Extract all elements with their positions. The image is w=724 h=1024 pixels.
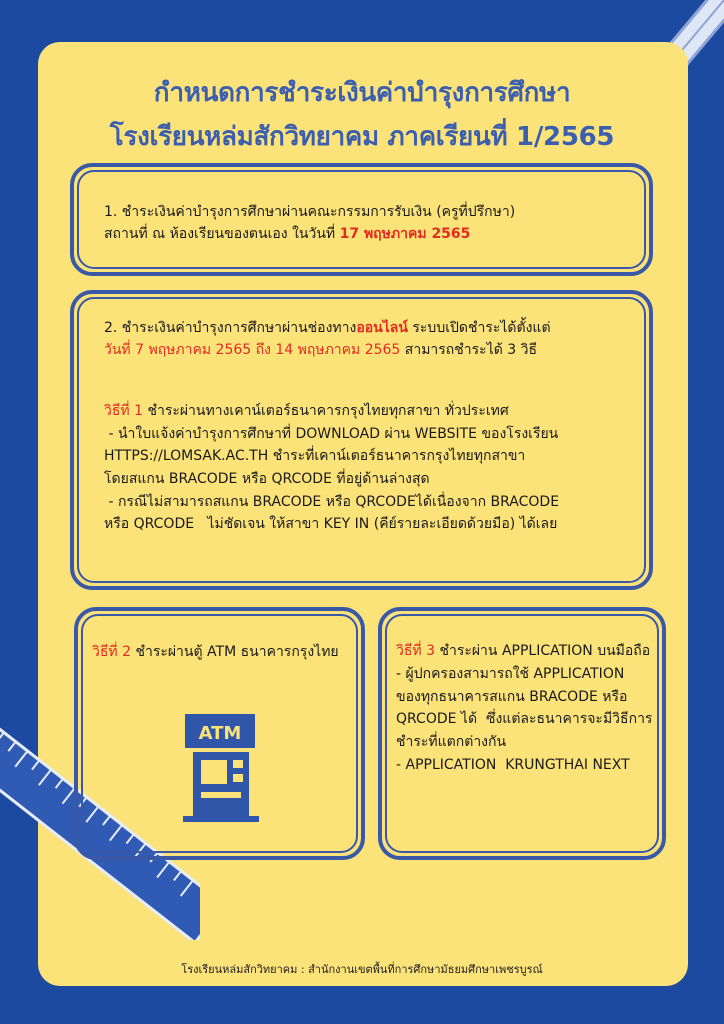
footer-text: โรงเรียนหล่มสักวิทยาคม : สำนักงานเขตพื้นที่การศึกษามัธยมศึกษาเพชรบูรณ์: [181, 963, 543, 976]
method1-heading-text: ชำระผ่านทางเคาน์เตอร์ธนาคารกรุงไทยทุกสาขา ทั่วประเทศ: [143, 403, 509, 419]
online-highlight: ออนไลน์: [356, 320, 408, 336]
method3-line5: - APPLICATION KRUNGTHAI NEXT: [396, 757, 630, 774]
method1-line3: โดยสแกน BRACODE หรือ QRCODE ที่อยู่ด้านล่างสุด: [104, 471, 430, 488]
section2-line2-suffix: สามารถชำระได้ 3 วิธี: [400, 341, 538, 358]
method1-label: วิธีที่ 1: [104, 403, 143, 419]
method1-heading: [104, 400, 559, 423]
method1-line4: - กรณีไม่สามารถสแกน BRACODE หรือ QRCODEได้เนื่องจาก BRACODE: [104, 493, 560, 510]
method3-line1: - ผู้ปกครองสามารถใช้ APPLICATION: [396, 665, 625, 682]
method1-line1: - นำใบแจ้งค่าบำรุงการศึกษาที่ DOWNLOAD ผ่าน WEBSITE ของโรงเรียน: [104, 425, 559, 442]
method2-label: วิธีที่ 2: [92, 644, 131, 660]
method2-description: ชำระผ่านตู้ ATM ธนาคารกรุงไทย: [131, 644, 339, 660]
atm-machine-icon: [175, 712, 265, 824]
section1-line1: 1. ชำระเงินค่าบำรุงการศึกษาผ่านคณะกรรมการรับเงิน (ครูที่ปรึกษา): [104, 204, 516, 220]
method3-text: [396, 640, 652, 777]
method3-line2: ของทุกธนาคารสแกน BRACODE หรือ: [396, 688, 628, 705]
page-title-line1: กำหนดการชำระเงินค่าบำรุงการศึกษา: [153, 78, 571, 108]
page-title-line2: โรงเรียนหล่มสักวิทยาคม ภาคเรียนที่ 1/2565: [109, 122, 615, 152]
section2-date-range: วันที่ 7 พฤษภาคม 2565 ถึง 14 พฤษภาคม 2565: [104, 341, 401, 358]
atm-label: ATM: [198, 723, 242, 744]
method3-heading: [396, 640, 652, 663]
method3-line4: ชำระที่แตกต่างกัน: [396, 734, 507, 751]
section2-line1-prefix: 2. ชำระเงินค่าบำรุงการศึกษาผ่านช่องทาง: [104, 320, 357, 336]
section2-line2: [104, 340, 551, 362]
method1-text: [104, 400, 559, 536]
method3-label: วิธีที่ 3: [396, 643, 435, 659]
section1-line2-prefix: สถานที่ ณ ห้องเรียนของตนเอง ในวันที่: [104, 225, 340, 242]
method1-line5: หรือ QRCODE ไม่ชัดเจน ให้สาขา KEY IN (คีย์รายละเอียดด้วยมือ) ได้เลย: [104, 516, 558, 533]
section2-line1: [104, 318, 551, 340]
section1-line2: [104, 224, 515, 246]
method1-line2: HTTPS://LOMSAK.AC.TH ชำระที่เคาน์เตอร์ธนาคารกรุงไทยทุกสาขา: [104, 448, 526, 465]
method2-text: [92, 642, 339, 664]
method3-heading-text: ชำระผ่าน APPLICATION บนมือถือ: [435, 643, 651, 659]
section2-text: [104, 318, 551, 361]
section2-line1-suffix: ระบบเปิดชำระได้ตั้งแต่: [407, 320, 551, 336]
method3-line3: QRCODE ได้ ซึ่งแต่ละธนาคารจะมีวิธีการ: [396, 711, 653, 728]
section1-text: [104, 202, 515, 245]
section1-date: 17 พฤษภาคม 2565: [339, 225, 471, 242]
